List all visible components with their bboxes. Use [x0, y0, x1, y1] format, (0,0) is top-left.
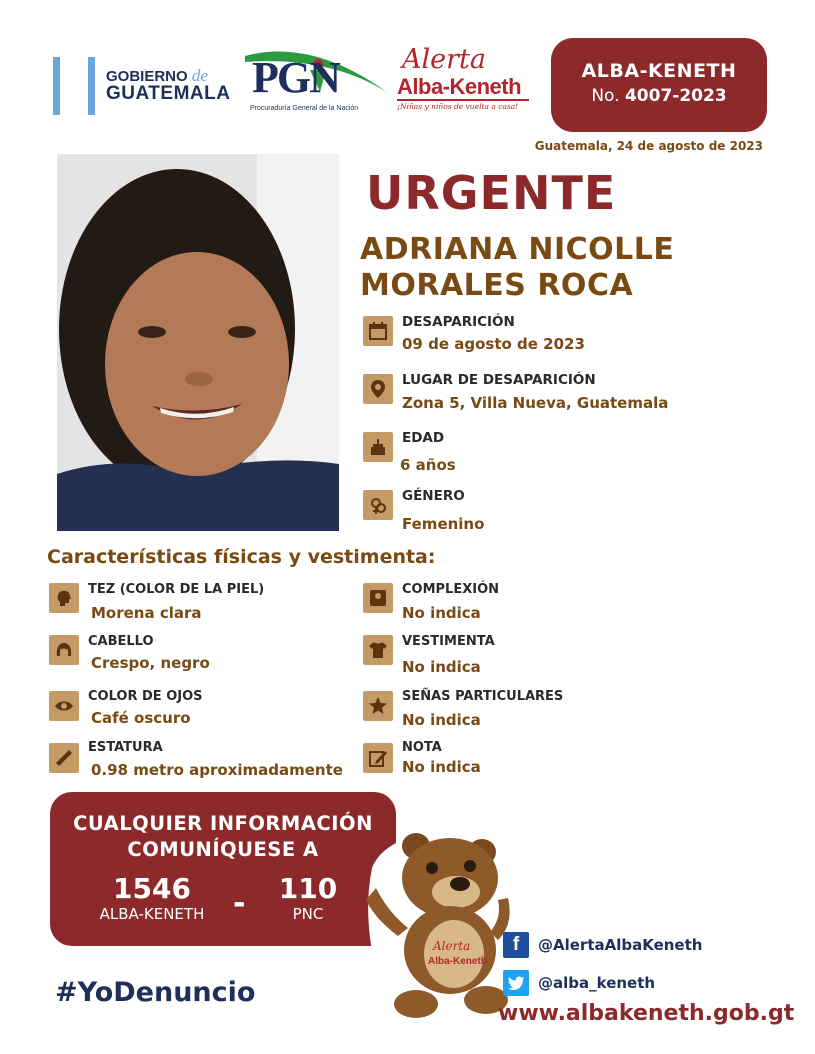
alerta-logo-word: Alerta	[402, 44, 486, 75]
note-value: No indica	[402, 758, 481, 776]
marks-value: No indica	[402, 711, 481, 729]
twitter-handle[interactable]: @alba_keneth	[538, 974, 656, 992]
alerta-logo-rule	[397, 99, 529, 101]
gender-label: GÉNERO	[402, 488, 465, 504]
age-label: EDAD	[402, 430, 445, 446]
features-heading: Características físicas y vestimenta:	[47, 546, 436, 568]
gender-value: Femenino	[402, 515, 485, 533]
gobierno-logo-bar	[53, 57, 60, 115]
eye-color-value: Café oscuro	[91, 709, 191, 727]
bear-badge-word: Alerta	[433, 939, 471, 953]
gobierno-logo-bar	[88, 57, 95, 115]
age-value: 6 años	[400, 456, 456, 474]
alerta-logo-name: Alba-Keneth	[397, 74, 522, 99]
location-label: LUGAR DE DESAPARICIÓN	[402, 372, 596, 388]
hotline-alba-keneth: 1546	[113, 872, 191, 905]
urgent-heading: URGENTE	[366, 166, 617, 220]
issue-date: Guatemala, 24 de agosto de 2023	[534, 139, 763, 153]
ruler-icon	[49, 743, 79, 773]
twitter-icon[interactable]	[503, 970, 529, 996]
tshirt-icon	[363, 635, 393, 665]
child-name-line1: ADRIANA NICOLLE	[360, 232, 675, 267]
hair-value: Crespo, negro	[91, 654, 210, 672]
child-name-line2: MORALES ROCA	[360, 268, 634, 303]
star-icon	[363, 691, 393, 721]
head-profile-icon	[49, 583, 79, 613]
clothing-value: No indica	[402, 658, 481, 676]
gender-icon	[363, 490, 393, 520]
bear-badge-name: Alba-Keneth	[428, 956, 487, 967]
pgn-logo-subtitle: Procuraduría General de la Nación	[250, 105, 359, 112]
hair-icon	[49, 635, 79, 665]
location-value: Zona 5, Villa Nueva, Guatemala	[402, 394, 669, 412]
facebook-icon[interactable]: f	[503, 932, 529, 958]
case-title: ALBA-KENETH	[581, 60, 737, 82]
case-number: No. 4007-2023	[591, 86, 727, 106]
hotline-alba-keneth-label: ALBA-KENETH	[99, 905, 205, 923]
build-label: COMPLEXIÓN	[402, 582, 500, 597]
hotline-separator: -	[233, 886, 246, 921]
marks-label: SEÑAS PARTICULARES	[402, 689, 564, 704]
gobierno-logo: GOBIERNO de GUATEMALA	[106, 66, 231, 104]
skin-tone-value: Morena clara	[91, 604, 202, 622]
note-pencil-icon	[363, 743, 393, 773]
contact-heading-line2: COMUNÍQUESE A	[127, 838, 319, 861]
note-label: NOTA	[402, 740, 442, 755]
hotline-pnc: 110	[278, 872, 338, 905]
scale-icon	[363, 583, 393, 613]
skin-tone-label: TEZ (COLOR DE LA PIEL)	[88, 582, 265, 597]
contact-box	[50, 792, 396, 946]
build-value: No indica	[402, 604, 481, 622]
clothing-label: VESTIMENTA	[402, 634, 495, 649]
calendar-icon	[363, 316, 393, 346]
birthday-cake-icon	[363, 432, 393, 462]
alerta-logo-tagline: ¡Niñas y niños de vuelta a casa!	[397, 102, 519, 111]
pgn-logo-text: PGN	[252, 53, 339, 102]
website-link[interactable]: www.albakeneth.gob.gt	[498, 1001, 795, 1026]
eye-color-label: COLOR DE OJOS	[88, 689, 203, 704]
disappearance-label: DESAPARICIÓN	[402, 314, 515, 330]
contact-heading-line1: CUALQUIER INFORMACIÓN	[73, 812, 373, 835]
hair-label: CABELLO	[88, 634, 154, 649]
case-number-box	[551, 38, 767, 132]
eye-icon	[49, 691, 79, 721]
height-label: ESTATURA	[88, 740, 163, 755]
hotline-pnc-label: PNC	[292, 905, 324, 923]
location-pin-icon	[363, 374, 393, 404]
missing-child-photo	[57, 154, 339, 531]
disappearance-date: 09 de agosto de 2023	[402, 335, 585, 353]
height-value: 0.98 metro aproximadamente	[91, 761, 343, 779]
facebook-handle[interactable]: @AlertaAlbaKeneth	[538, 936, 703, 954]
hashtag: #YoDenuncio	[55, 977, 256, 1008]
